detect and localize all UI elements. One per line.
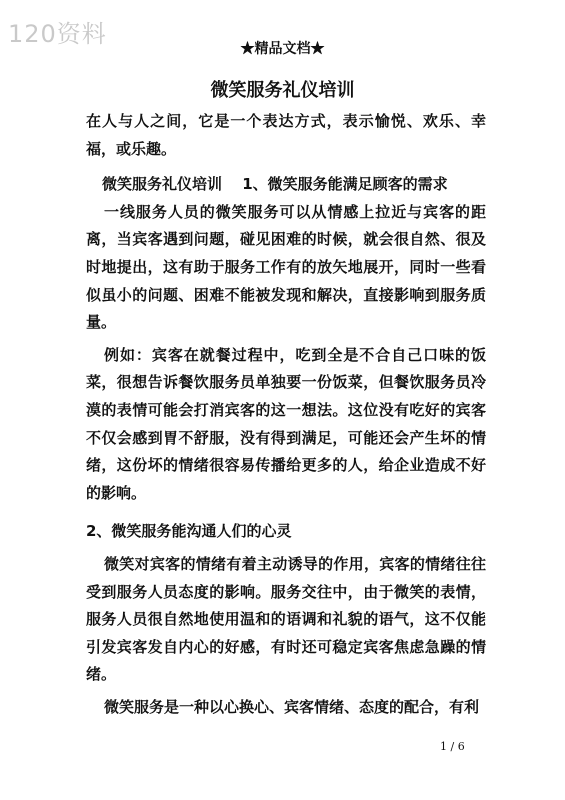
paragraph-subheading: 微笑服务礼仪培训 1、微笑服务能满足顾客的需求	[102, 175, 448, 194]
page-number: 1 / 6	[440, 740, 465, 753]
document-body	[86, 108, 486, 721]
watermark: 120资料	[8, 20, 107, 48]
paragraph-body: 微笑对宾客的情绪有着主动诱导的作用，宾客的情绪往往受到服务人员态度的影响。服务交往中，由于微笑的表情，服务人员很自然地使用温和的语调和礼貌的语气，这不仅能引发宾客发自内心的好感，有时还可稳定宾客焦虑急躁的情绪。	[86, 554, 486, 684]
document-title: 微笑服务礼仪培训	[210, 80, 355, 101]
paragraph-body: 微笑服务是一种以心换心、宾客情绪、态度的配合，有利	[104, 697, 480, 716]
paragraph-body: 一线服务人员的微笑服务可以从情感上拉近与宾客的距离，当宾客遇到问题，碰见困难的时候，就会很自然、很及时地提出，这有助于服务工作有的放矢地展开，同时一些看似虽小的问题、困难不能被发现和解决，直接影响到服务质量。	[86, 202, 486, 332]
paragraph-example: 例如：宾客在就餐过程中，吃到全是不合自己口味的饭菜，很想告诉餐饮服务员单独要一份饭菜，但餐饮服务员冷漠的表情可能会打消宾客的这一想法。这位没有吃好的宾客不仅会感到胃不舒服，没有得到满足，可能还会产生坏的情绪，这份坏的情绪很容易传播给更多的人，给企业造成不好的影响。	[86, 345, 486, 502]
page-header: ★精品文档★	[240, 41, 325, 57]
paragraph-intro: 在人与人之间，它是一个表达方式，表示愉悦、欢乐、幸福，或乐趣。	[86, 112, 486, 158]
section-heading: 2、微笑服务能沟通人们的心灵	[86, 522, 292, 541]
